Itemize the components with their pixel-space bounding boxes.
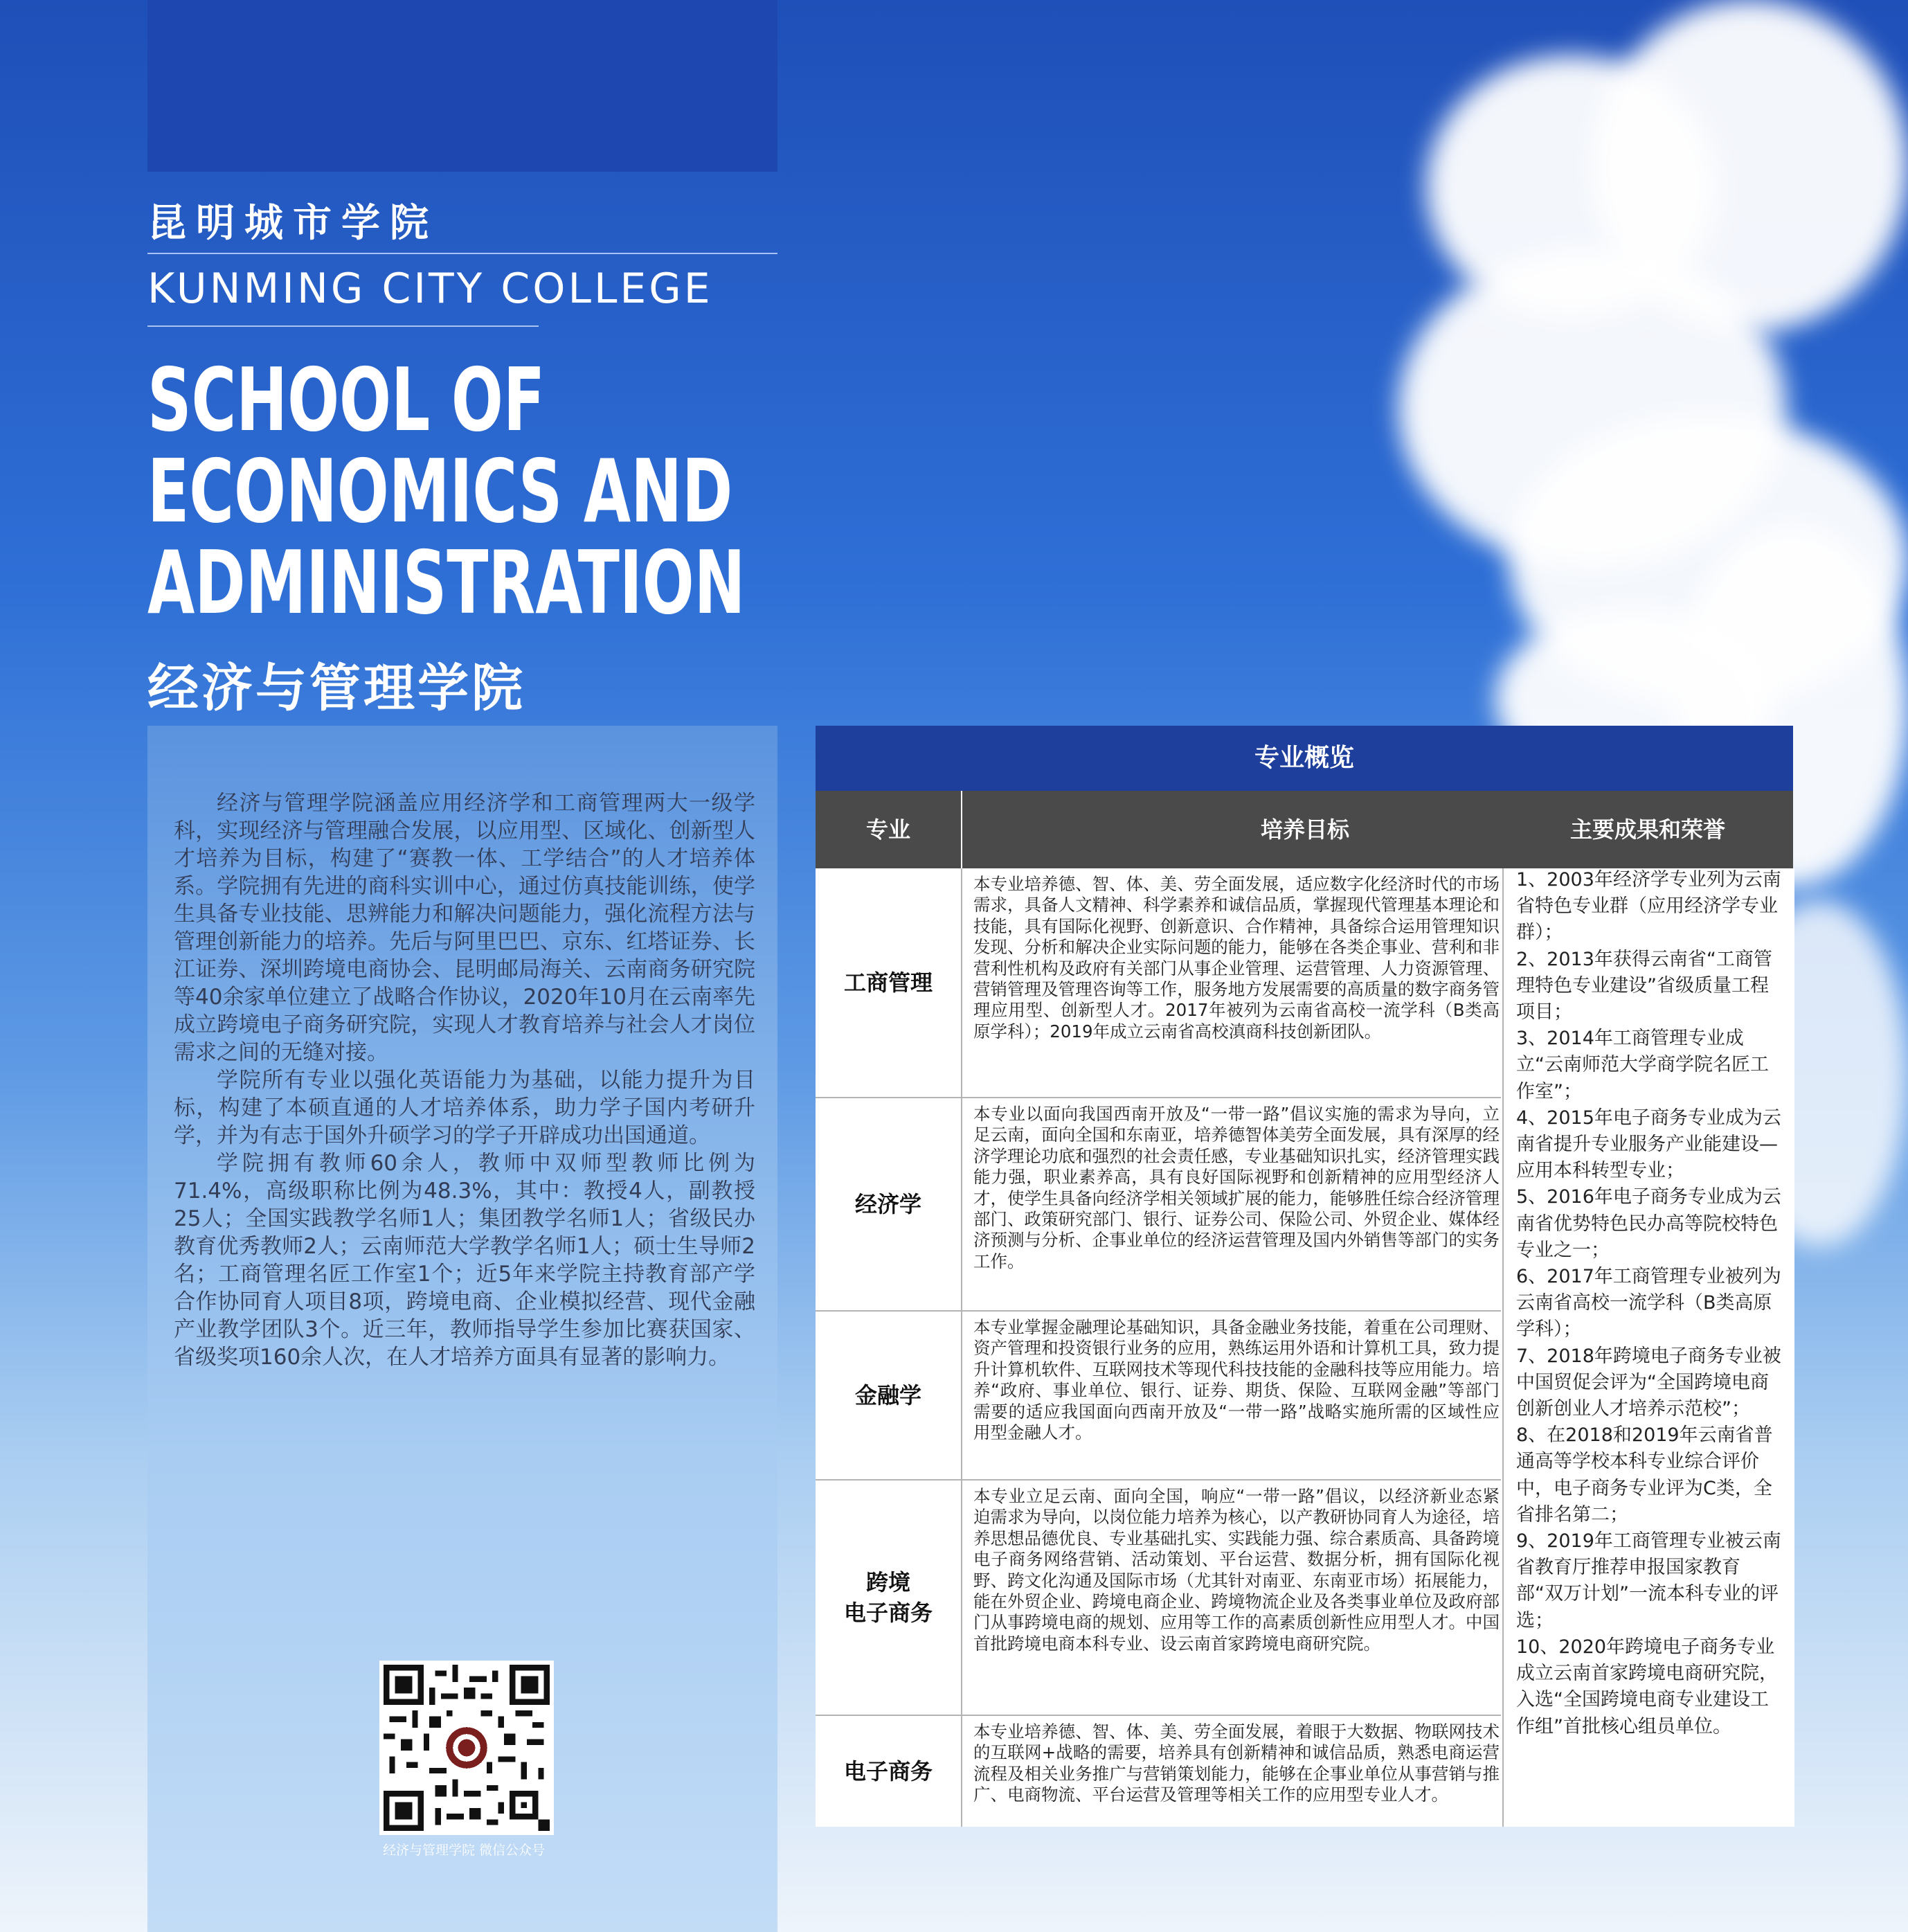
major-name-line: 电子商务 bbox=[843, 1600, 933, 1626]
honor-item: 2、2013年获得云南省“工商管理特色专业建设”省级质量工程项目； bbox=[1516, 948, 1772, 1023]
major-name bbox=[816, 1481, 962, 1715]
major-name-line: 跨境 bbox=[865, 1569, 910, 1595]
intro-paragraph: 学院所有专业以强化英语能力为基础，以能力提升为目标，构建了本硕直通的人才培养体系，助力学子国内考研升学，并为有志于国外升硕学习的学子开辟成功出国通道。 bbox=[174, 1068, 755, 1148]
table-row bbox=[816, 1098, 1501, 1312]
major-goal: 本专业培养德、智、体、美、劳全面发展，适应数字化经济时代的市场需求，具备人文精神、科学素养和诚信品质，掌握现代管理基本理论和技能，具有国际化视野、创新意识、合作精神，具备综合运用管理知识发现、分析和解决企业实际问题的能力，能够在各类企事业、营利和非营利性机构及政府有关部门从事企业管理、运营管理、人力资源管理、营销管理及管理咨询等工作，服务地方发展需要的高质量的数字商务管理应用型、创新型人才。2017年被列为云南省高校一流学科（B类高原学科）；2019年成立云南省高校滇商科技创新团队。 bbox=[973, 874, 1500, 1041]
major-goal: 本专业培养德、智、体、美、劳全面发展，着眼于大数据、物联网技术的互联网+战略的需要，培养具有创新精神和诚信品质，熟悉电商运营流程及相关业务推广与营销策划能力，能够在企事业单位从事营销与推广、电商物流、平台运营及管理等相关工作的应用型专业人才。 bbox=[973, 1721, 1500, 1805]
honor-item: 5、2016年电子商务专业成为云南省优势特色民办高等院校特色专业之一； bbox=[1516, 1186, 1781, 1261]
major-name: 金融学 bbox=[816, 1312, 962, 1479]
school-title-zh: 经济与管理学院 bbox=[147, 659, 525, 718]
qr-caption: 经济与管理学院 微信公众号 bbox=[382, 1843, 546, 1858]
school-title-en bbox=[147, 349, 746, 634]
major-goal: 本专业立足云南、面向全国，响应“一带一路”倡议，以经济新业态紧迫需求为导向，以岗位能力培养为核心，以产教研协同育人为途径，培养思想品德优良、专业基础扎实、实践能力强、综合素质高、具备跨境电子商务网络营销、活动策划、平台运营、数据分析，拥有国际化视野、跨文化沟通及国际市场（尤其针对南亚、东南亚市场）拓展能力，能在外贸企业、跨境电商企业、跨境物流企业及各类事业单位及政府部门从事跨境电商的规划、应用等工作的高素质创新性应用型人才。中国首批跨境电商本科专业、设云南首家跨境电商研究院。 bbox=[973, 1486, 1500, 1654]
table-row bbox=[816, 868, 1501, 1098]
qr-code bbox=[379, 1661, 554, 1835]
college-name-en: KUNMING CITY COLLEGE bbox=[147, 265, 713, 313]
header-color-block bbox=[147, 0, 777, 172]
divider bbox=[147, 253, 777, 254]
school-title-line: ECONOMICS AND bbox=[147, 440, 733, 542]
table-row bbox=[816, 1716, 1501, 1827]
intro-paragraph: 经济与管理学院涵盖应用经济学和工商管理两大一级学科，实现经济与管理融合发展，以应用型、区域化、创新型人才培养为目标，构建了“赛教一体、工学结合”的人才培养体系。学院拥有先进的商科实训中心，通过仿真技能训练，使学生具备专业技能、思辨能力和解决问题能力，强化流程方法与管理创新能力的培养。先后与阿里巴巴、京东、红塔证券、长江证券、深圳跨境电商协会、昆明邮局海关、云南商务研究院等40余家单位建立了战略合作协议，2020年10月在云南率先成立跨境电子商务研究院，实现人才教育培养与社会人才岗位需求之间的无缝对接。 bbox=[174, 791, 755, 1065]
major-name: 电子商务 bbox=[816, 1716, 962, 1827]
honor-item: 8、在2018和2019年云南省普通高等学校本科专业综合评价中，电子商务专业评为C类，全省排名第二； bbox=[1516, 1424, 1773, 1526]
table-header-goal: 培养目标 bbox=[962, 791, 1648, 868]
major-goal: 本专业以面向我国西南开放及“一带一路”倡议实施的需求为导向，立足云南，面向全国和东南亚，培养德智体美劳全面发展，具有深厚的经济学理论功底和强烈的社会责任感，专业基础知识扎实，经济管理实践能力强，职业素养高，具有良好国际视野和创新精神的应用型经济人才，使学生具备向经济学相关领域扩展的能力，能够胜任综合经济管理部门、政策研究部门、银行、证券公司、保险公司、外贸企业、媒体经济预测与分析、企事业单位的经济运营管理及国内外销售等部门的实务工作。 bbox=[973, 1104, 1500, 1271]
honor-item: 7、2018年跨境电子商务专业被中国贸促会评为“全国跨境电商创新创业人才培养示范校”； bbox=[1516, 1345, 1781, 1420]
table-header-major: 专业 bbox=[816, 791, 961, 868]
intro-text bbox=[174, 789, 755, 1371]
table-row bbox=[816, 1481, 1501, 1716]
honor-item: 1、2003年经济学专业列为云南省特色专业群（应用经济学专业群）； bbox=[1516, 869, 1781, 944]
honor-item: 9、2019年工商管理专业被云南省教育厅推荐申报国家教育部“双万计划”一流本科专业的评选； bbox=[1516, 1530, 1781, 1631]
major-name: 工商管理 bbox=[816, 868, 962, 1097]
honor-item: 6、2017年工商管理专业被列为云南省高校一流学科（B类高原学科）； bbox=[1516, 1266, 1781, 1341]
honor-item: 10、2020年跨境电子商务专业成立云南首家跨境电商研究院，入选“全国跨境电商专业建设工作组”首批核心组员单位。 bbox=[1516, 1636, 1778, 1737]
honor-item: 3、2014年工商管理专业成立“云南师范大学商学院名匠工作室”； bbox=[1516, 1028, 1769, 1102]
divider bbox=[147, 325, 539, 327]
college-name-zh: 昆明城市学院 bbox=[147, 201, 438, 246]
major-name: 经济学 bbox=[816, 1098, 962, 1310]
table-header-honors-label: 主要成果和荣誉 bbox=[1502, 791, 1793, 868]
major-goal: 本专业掌握金融理论基础知识，具备金融业务技能，着重在公司理财、资产管理和投资银行业务的应用，熟练运用外语和计算机工具，致力提升计算机软件、互联网技术等现代科技技能的金融科技等应用能力。培养“政府、事业单位、银行、证券、期货、保险、互联网金融”等部门需要的适应我国面向西南开放及“一带一路”战略实施所需的区域性应用型金融人才。 bbox=[973, 1317, 1500, 1443]
intro-paragraph: 学院拥有教师60余人，教师中双师型教师比例为71.4%，高级职称比例为48.3%，其中：教授4人，副教授25人；全国实践教学名师1人；集团教学名师1人；省级民办教育优秀教师2人；云南师范大学教学名师1人；硕士生导师2名；工商管理名匠工作室1个；近5年来学院主持教育部产学合作协同育人项目8项，跨境电商、企业模拟经营、现代金融产业教学团队3个。近三年，教师指导学生参加比赛获国家、省级奖项160余人次，在人才培养方面具有显著的影响力。 bbox=[174, 1151, 755, 1370]
honors-list bbox=[1516, 867, 1783, 1740]
table-title: 专业概览 bbox=[816, 726, 1793, 791]
table-row bbox=[816, 1312, 1501, 1481]
honor-item: 4、2015年电子商务专业成为云南省提升专业服务产业能建设—应用本科转型专业； bbox=[1516, 1107, 1781, 1182]
school-title-line: ADMINISTRATION bbox=[147, 532, 746, 634]
school-title-line: SCHOOL OF bbox=[147, 349, 546, 451]
